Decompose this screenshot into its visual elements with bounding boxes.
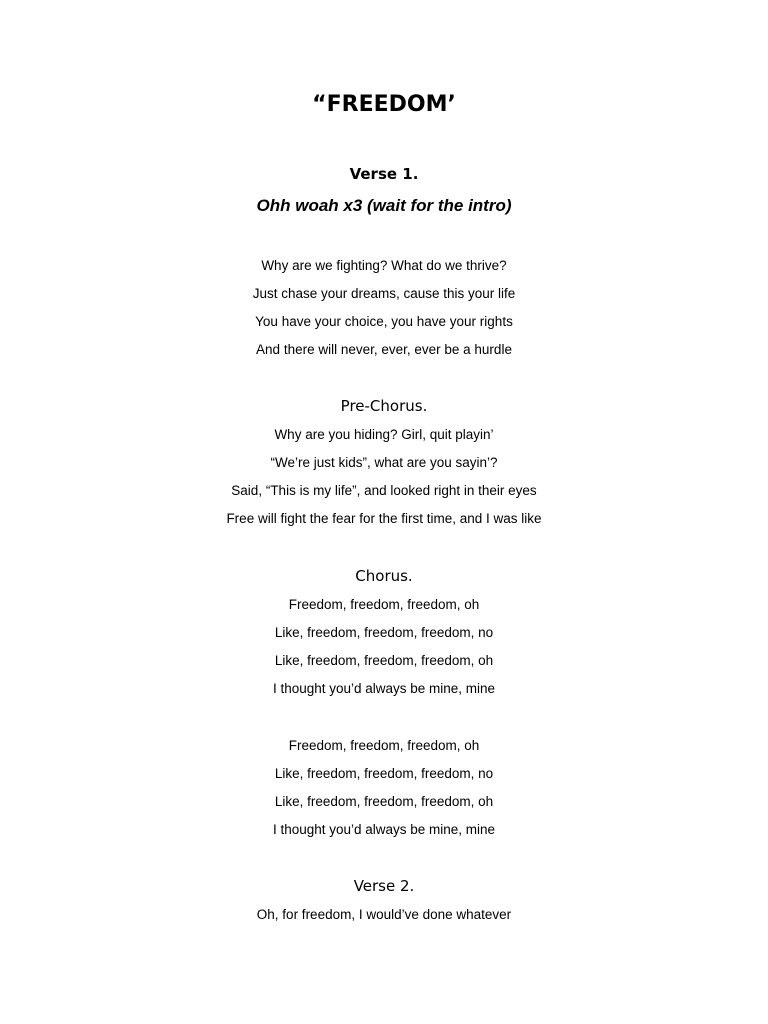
chorus-line: Like, freedom, freedom, freedom, no	[274, 625, 494, 640]
verse1-line: Why are we fighting? What do we thrive?	[261, 258, 507, 273]
prechorus-line: Free will fight the fear for the first time, and I was like	[226, 511, 542, 526]
chorus-line: I thought you’d always be mine, mine	[272, 681, 496, 696]
chorus-line: Freedom, freedom, freedom, oh	[288, 597, 480, 612]
chorus-repeat-line: Freedom, freedom, freedom, oh	[288, 738, 480, 753]
verse1-line: And there will never, ever, ever be a hurdle	[256, 342, 512, 357]
chorus-heading: Chorus.	[355, 567, 413, 585]
chorus-repeat-line: I thought you’d always be mine, mine	[272, 822, 496, 837]
chorus-repeat-line: Like, freedom, freedom, freedom, oh	[274, 794, 494, 809]
verse2-line: Oh, for freedom, I would’ve done whatever	[256, 907, 512, 922]
prechorus-heading: Pre-Chorus.	[340, 397, 428, 415]
chorus-line: Like, freedom, freedom, freedom, oh	[274, 653, 494, 668]
verse1-heading: Verse 1.	[349, 165, 419, 183]
verse2-heading: Verse 2.	[353, 877, 415, 895]
song-title: “FREEDOM’	[312, 92, 456, 117]
verse1-line: You have your choice, you have your rights	[255, 314, 513, 329]
prechorus-line: Why are you hiding? Girl, quit playin’	[274, 427, 494, 442]
prechorus-line: “We’re just kids”, what are you sayin’?	[270, 455, 498, 470]
verse1-intro: Ohh woah x3 (wait for the intro)	[256, 196, 512, 215]
prechorus-line: Said, “This is my life”, and looked right in their eyes	[231, 483, 537, 498]
verse1-line: Just chase your dreams, cause this your life	[252, 286, 516, 301]
chorus-repeat-line: Like, freedom, freedom, freedom, no	[274, 766, 494, 781]
